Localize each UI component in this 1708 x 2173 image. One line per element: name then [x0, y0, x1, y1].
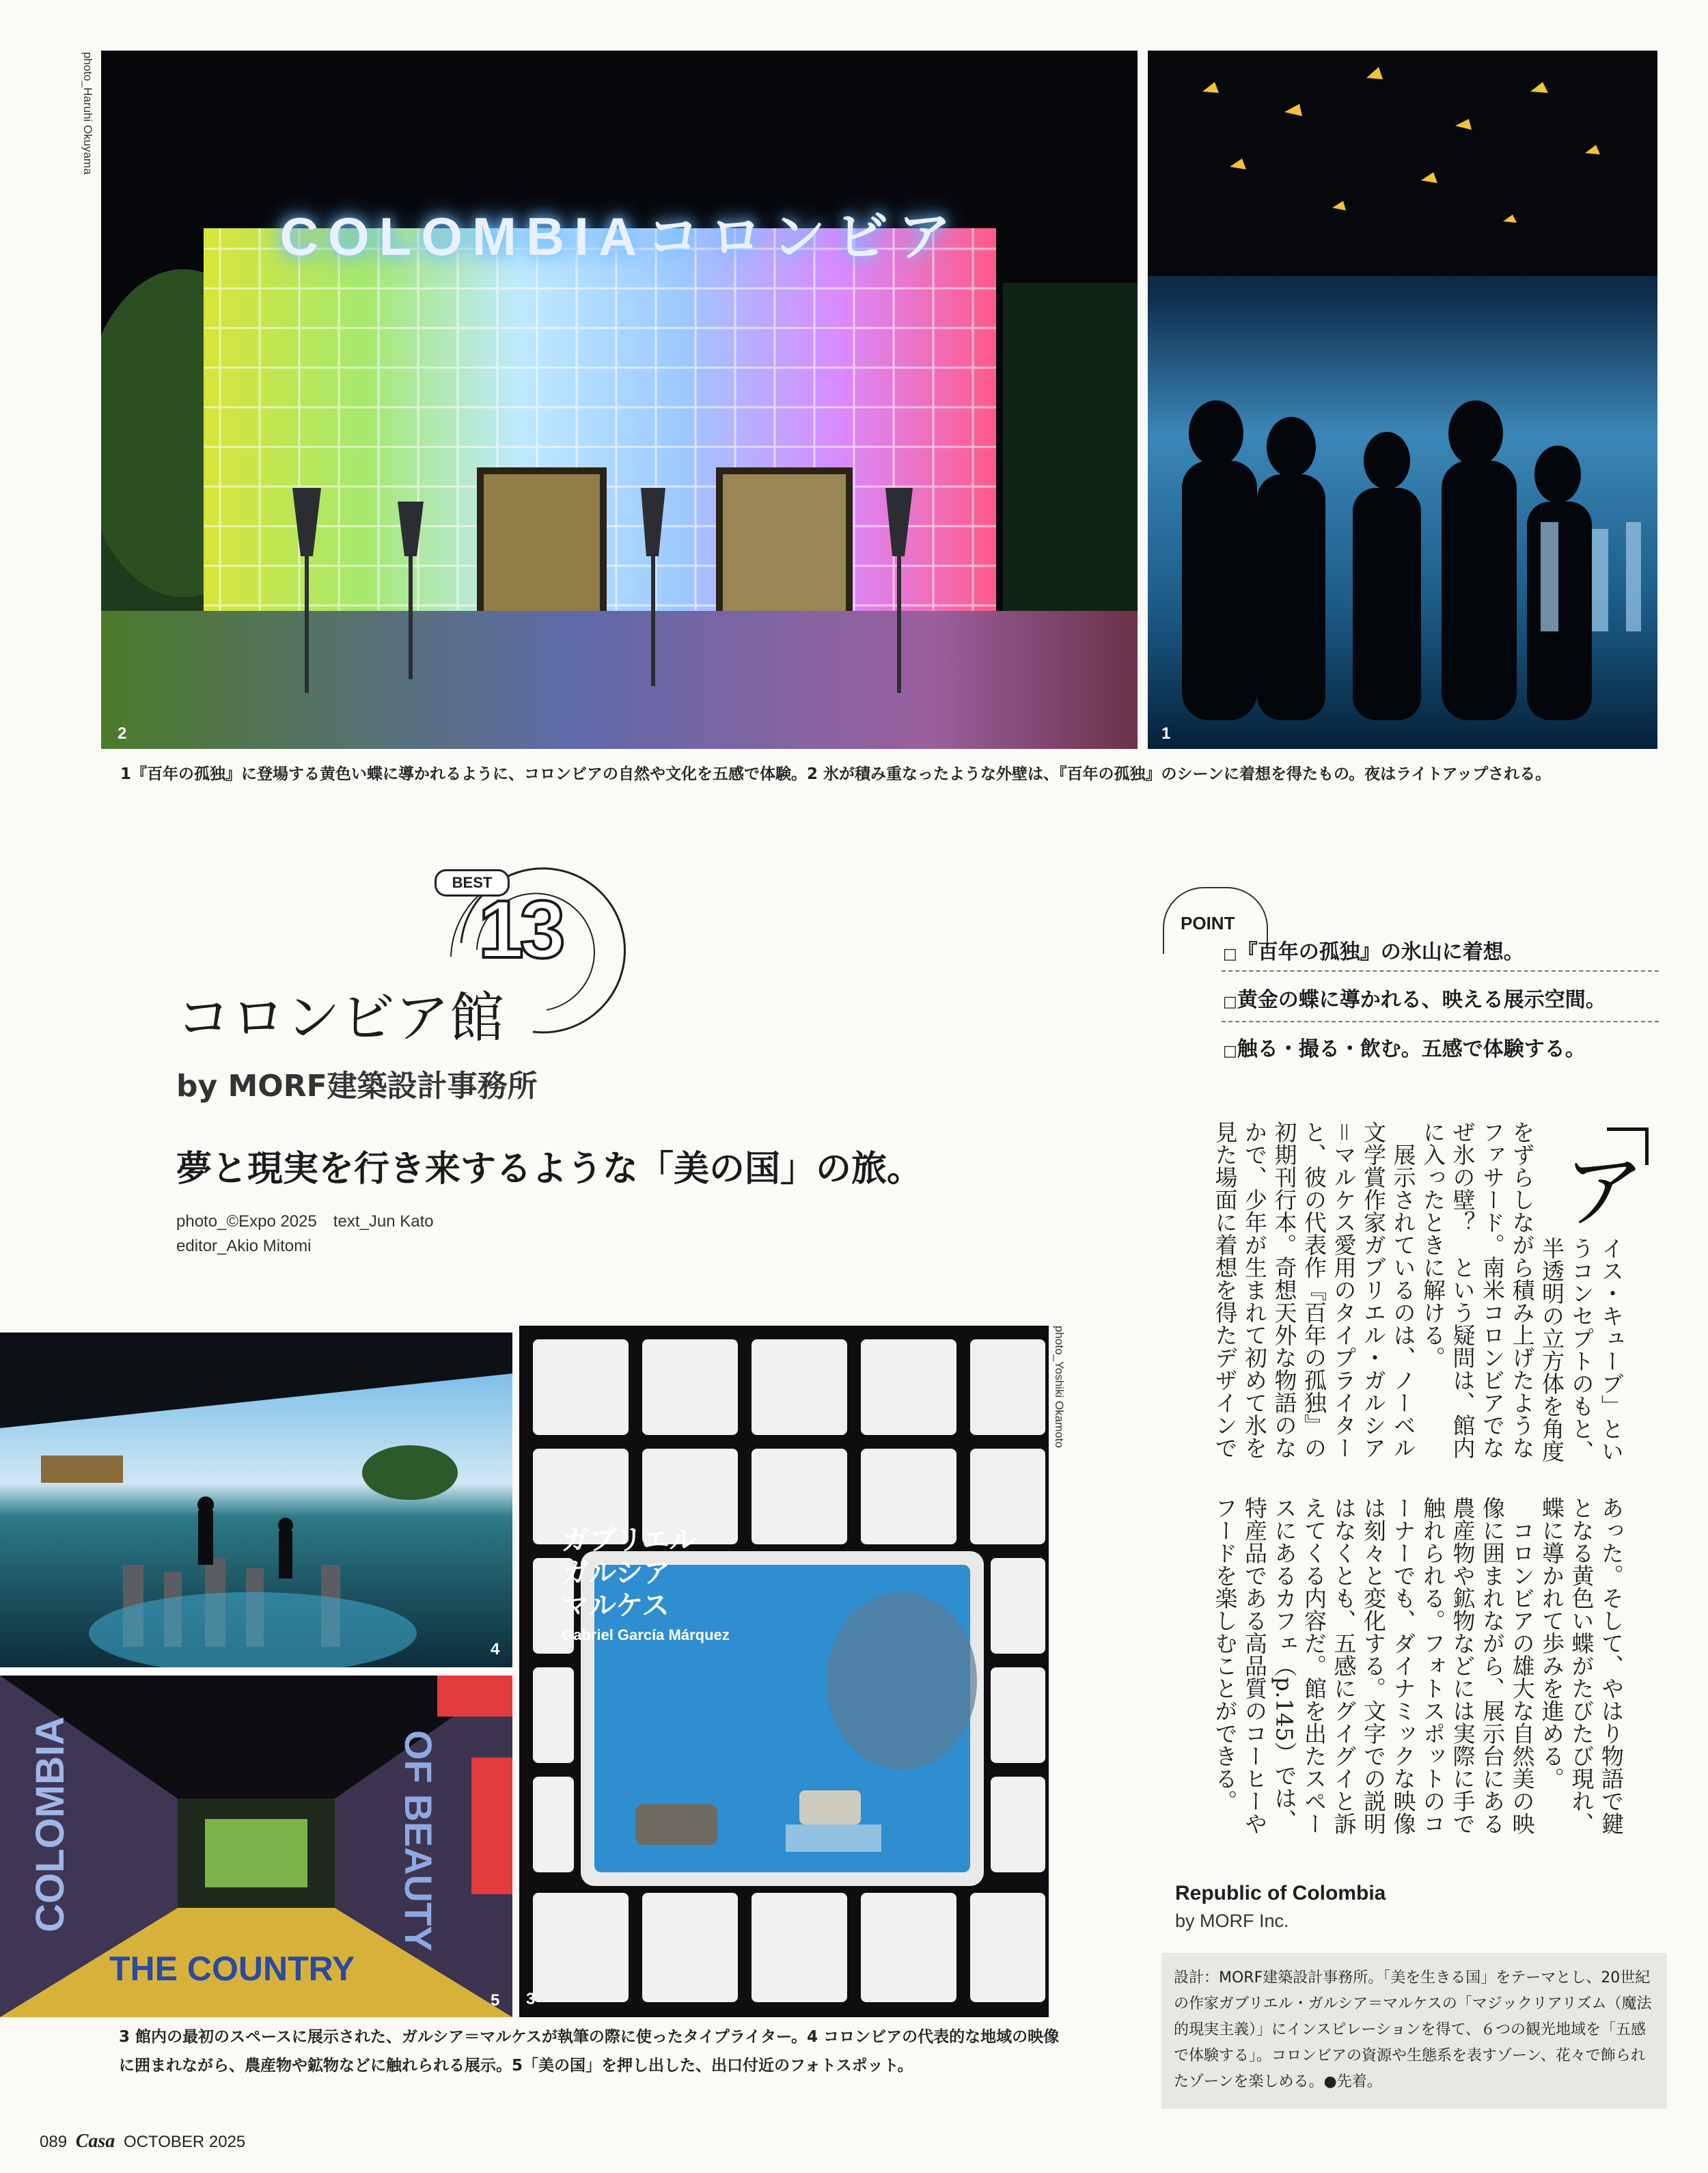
bottom-photo-caption: 3 館内の最初のスペースに展示された、ガルシア＝マルケスが執筆の際に使ったタイプライター。4 コロンビアの代表的な地域の映像に囲まれながら、農産物や鉱物などに触れられる展示。5「美の国」を押し出した、出口付近のフォトスポット。: [119, 2028, 1060, 2075]
photo-credit-top: photo_Haruhi Okuyama: [81, 52, 94, 175]
pavilion-title: コロンビア館: [176, 986, 504, 1050]
photo-tunnel: [0, 1676, 512, 2017]
drop-cap: ア: [1563, 1145, 1645, 1240]
tunnel-word-country: THE COUNTRY: [109, 1950, 355, 1988]
architect-name: by MORF建築設計事務所: [176, 1069, 538, 1104]
body-text-top: イス・キューブ」とい うコンセプトのもと、 半透明の立方体を角度 をずらしながら積み上げたような ファサード。南米コロンビアでな ぜ氷の壁？ という疑問は、館内 に入ったときに解ける。 展示されているのは、ノーベル 文学賞作家ガブリエル・ガルシア ＝マルケス愛用のタイプライター と、彼の代表作『百年の孤独』の 初期刊行本。奇想天外な物語のな かで、少年が生まれて初めて氷を 見た場面に着想を得たデザインで: [1211, 1121, 1625, 1462]
body-text-bottom: あった。そして、やはり物語で鍵 となる黄色い蝶がたびたび現れ、 蝶に導かれて歩みを進める。 コロンビアの雄大な自然美の映 像に囲まれながら、展示台にある 農産物や鉱物などには実際に手で 触れられる。フォトスポットのコ ーナーでも、ダイナミックな映像 は刻々と変化する。文字での説明 はなくとも、五感にグイグイと訴 えてくる内容だ。館を出たスペー スにあるカフェ（p.145）では、 特産品である高品質のコーヒーや フードを楽しむことができる。: [1211, 1496, 1625, 1835]
tunnel-word-colombia: COLOMBIA: [28, 1717, 72, 1932]
point-divider: [1222, 970, 1659, 972]
point-item-3: □触る・撮る・飲む。五感で体験する。: [1223, 1037, 1586, 1061]
credits-line2: editor_Akio Mitomi: [176, 1237, 312, 1255]
info-box: [1161, 1953, 1667, 2109]
point-divider: [1222, 1021, 1659, 1022]
page-number: 089: [40, 2133, 68, 2151]
photo-facade-night: [101, 51, 1138, 749]
best-badge: BEST: [435, 869, 510, 897]
photo-number: 2: [118, 724, 127, 743]
point-item-2: □黄金の蝶に導かれる、映える展示空間。: [1223, 988, 1606, 1012]
panel-title-jp: ガブリエル ガルシア マルケス: [562, 1525, 697, 1622]
photo-credit-bottom: photo_Yoshiki Okamoto: [1053, 1326, 1066, 1448]
architect-en: by MORF Inc.: [1175, 1911, 1289, 1931]
photo-landscape-projection: [0, 1332, 512, 1667]
ranking-number: 13: [478, 884, 562, 975]
panel-title-en: Gabriel García Márquez: [562, 1626, 730, 1643]
top-photo-caption: 1『百年の孤独』に登場する黄色い蝶に導かれるように、コロンビアの自然や文化を五感で体験。2 氷が積み重なったような外壁は、『百年の孤独』のシーンに着想を得たもの。夜はライトアップされる。: [120, 765, 1552, 783]
issue-date: OCTOBER 2025: [123, 2133, 246, 2151]
photo-butterfly-room: [1148, 51, 1657, 749]
tunnel-word-beauty: OF BEAUTY: [397, 1730, 440, 1952]
photo-number: 3: [526, 1990, 536, 2008]
credits-line1: photo_©Expo 2025 text_Jun Kato: [176, 1212, 434, 1231]
photo-typewriter-display: [519, 1326, 1049, 2017]
photo-number: 4: [491, 1640, 500, 1658]
photo-number: 5: [491, 1991, 500, 2010]
point-item-1: □『百年の孤独』の氷山に着想。: [1223, 940, 1524, 964]
page-footer: [40, 2131, 245, 2152]
photo-number: 1: [1161, 724, 1171, 743]
country-name-en: Republic of Colombia: [1175, 1882, 1386, 1904]
info-description: 設計：MORF建築設計事務所。「美を生きる国」をテーマとし、20世紀の作家ガブリエル・ガルシア＝マルケスの「マジックリアリズム（魔法的現実主義）」にインスピレーションを得て、６つの観光地域を「五感で体験する」。コロンビアの資源や生態系を表すゾーン、花々で飾られたゾーンを楽しめる。●先着。: [1174, 1969, 1652, 2090]
point-label: POINT: [1181, 913, 1235, 933]
magazine-logo: Casa: [75, 2131, 115, 2152]
facade-neon-sign: COLOMBIAコロンビア: [279, 206, 961, 266]
headline: 夢と現実を行き来するような「美の国」の旅。: [176, 1149, 923, 1190]
